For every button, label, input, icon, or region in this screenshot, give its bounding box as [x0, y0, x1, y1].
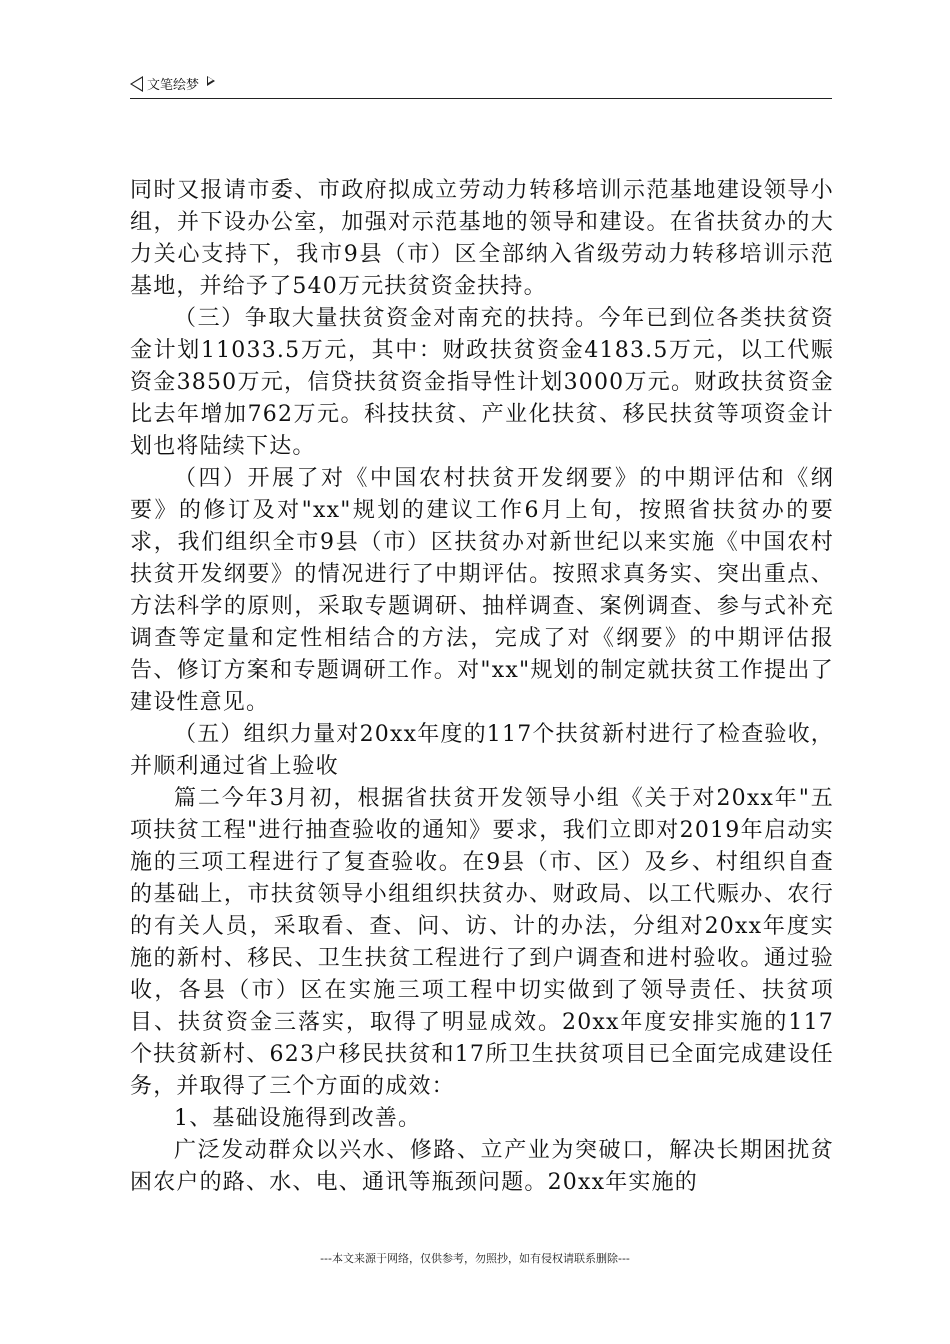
paragraph: 同时又报请市委、市政府拟成立劳动力转移培训示范基地建设领导小组，并下设办公室，加强对示范基地的领导和建设。在省扶贫办的大力关心支持下，我市9县（市）区全部纳入省级劳动力转移培训示范基地，并给予了540万元扶贫资金扶持。 — [130, 178, 834, 299]
paragraph: （四）开展了对《中国农村扶贫开发纲要》的中期评估和《纲要》的修订及对"xx"规划的建议工作6月上旬，按照省扶贫办的要求，我们组织全市9县（市）区扶贫办对新世纪以来实施《中国农村扶贫开发纲要》的情况进行了中期评估。按照求真务实、突出重点、方法科学的原则，采取专题调研、抽样调查、案例调查、参与式补充调查等定量和定性相结合的方法，完成了对《纲要》的中期评估报告、修订方案和专题调研工作。对"xx"规划的制定就扶贫工作提出了建设性意见。 — [130, 466, 834, 715]
header-title: 文笔绘梦 — [147, 78, 200, 93]
header-brand — [130, 74, 215, 93]
page-header — [130, 74, 832, 99]
paragraph: 1、基础设施得到改善。 — [174, 1106, 422, 1131]
paragraph: （三）争取大量扶贫资金对南充的扶持。今年已到位各类扶贫资金计划11033.5万元，其中：财政扶贫资金4183.5万元，以工代赈资金3850万元，信贷扶贫资金指导性计划3000万元。财政扶贫资金比去年增加762万元。科技扶贫、产业化扶贫、移民扶贫等项资金计划也将陆续下达。 — [130, 306, 834, 459]
paragraph: 篇二今年3月初，根据省扶贫开发领导小组《关于对20xx年"五项扶贫工程"进行抽查验收的通知》要求，我们立即对2019年启动实施的三项工程进行了复查验收。在9县（市、区）及乡、村组织自查的基础上，市扶贫领导小组组织扶贫办、财政局、以工代赈办、农行的有关人员，采取看、查、问、访、计的办法，分组对20xx年度实施的新村、移民、卫生扶贫工程进行了到户调查和进村验收。通过验收，各县（市）区在实施三项工程中切实做到了领导责任、扶贫项目、扶贫资金三落实，取得了明显成效。20xx年度安排实施的117个扶贫新村、623户移民扶贫和17所卫生扶贫项目已全面完成建设任务，并取得了三个方面的成效： — [130, 786, 834, 1099]
triangle-right-icon — [207, 76, 215, 86]
paragraph: （五）组织力量对20xx年度的117个扶贫新村进行了检查验收，并顺利通过省上验收 — [130, 722, 835, 779]
triangle-left-icon — [130, 76, 143, 92]
document-body — [130, 175, 834, 1199]
paragraph: 广泛发动群众以兴水、修路、立产业为突破口，解决长期困扰贫困农户的路、水、电、通讯等瓶颈问题。20xx年实施的 — [130, 1138, 834, 1195]
page-footer: ---本文来源于网络，仅供参考，勿照抄，如有侵权请联系删除--- — [320, 1252, 630, 1265]
